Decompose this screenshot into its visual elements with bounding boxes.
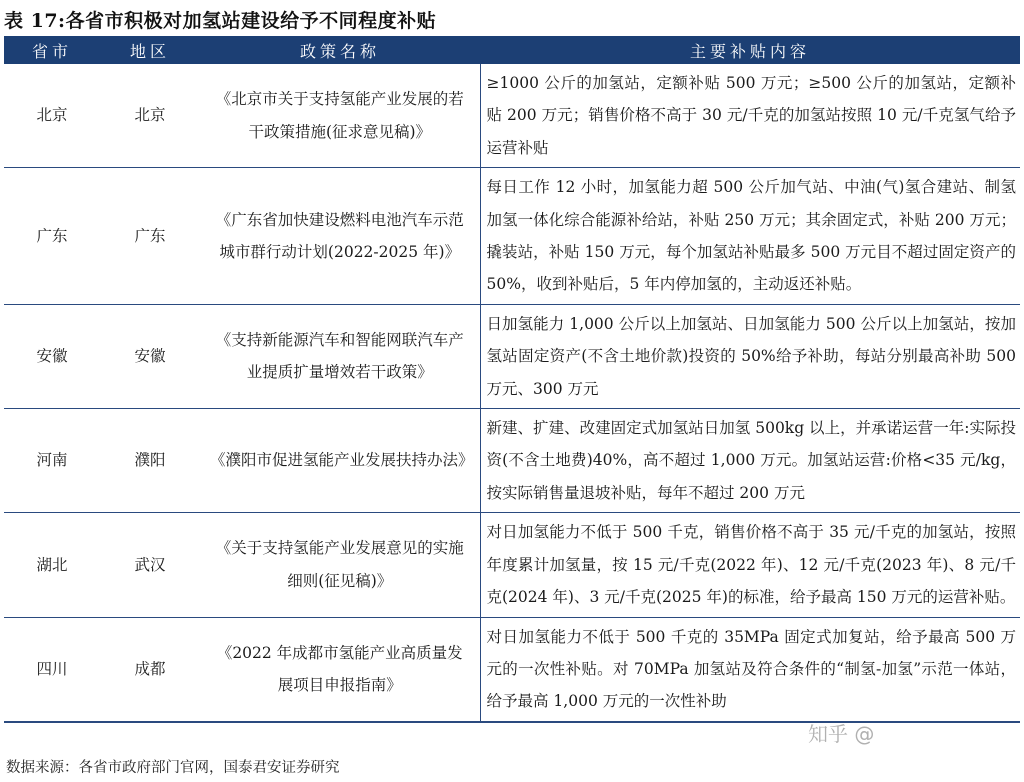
header-area: 地区 — [100, 36, 200, 64]
cell-detail: 对日加氢能力不低于 500 千克，销售价格不高于 35 元/千克的加氢站，按照年度累计加氢量，按 15 元/千克(2022 年)、12 元/千克(2023 年)、8 元/千克(2024 年)、3 元/千克(2025 年)的标准，给予最高 150 万元的运营补贴。 — [480, 513, 1020, 617]
cell-province: 湖北 — [4, 513, 100, 617]
cell-province: 广东 — [4, 168, 100, 305]
cell-area: 武汉 — [100, 513, 200, 617]
cell-area: 北京 — [100, 64, 200, 168]
table-row — [4, 617, 1020, 722]
cell-area: 广东 — [100, 168, 200, 305]
cell-area: 濮阳 — [100, 409, 200, 513]
subsidy-table — [4, 36, 1020, 723]
cell-detail: 每日工作 12 小时，加氢能力超 500 公斤加气站、中油(气)氢合建站、制氢加氢一体化综合能源补给站，补贴 250 万元；其余固定式，补贴 200 万元；撬装站，补贴 150 万元，每个加氢站补贴最多 500 万元目不超过固定资产的 50%，收到补贴后，5 年内停加氢的，主动返还补贴。 — [480, 168, 1020, 305]
cell-policy: 《北京市关于支持氢能产业发展的若干政策措施(征求意见稿)》 — [200, 64, 480, 168]
cell-policy: 《支持新能源汽车和智能网联汽车产业提质扩量增效若干政策》 — [200, 304, 480, 408]
cell-policy: 《2022 年成都市氢能产业高质量发展项目申报指南》 — [200, 617, 480, 722]
header-subsidy-content: 主要补贴内容 — [480, 36, 1020, 64]
table-row — [4, 513, 1020, 617]
cell-policy: 《濮阳市促进氢能产业发展扶持办法》 — [200, 409, 480, 513]
cell-detail: 新建、扩建、改建固定式加氢站日加氢 500kg 以上，并承诺运营一年:实际投资(不含土地费)40%，高不超过 1,000 万元。加氢站运营:价格<35 元/kg，按实际销售量退坡补贴，每年不超过 200 万元 — [480, 409, 1020, 513]
cell-area: 成都 — [100, 617, 200, 722]
header-policy-name: 政策名称 — [200, 36, 480, 64]
cell-province: 河南 — [4, 409, 100, 513]
cell-province: 安徽 — [4, 304, 100, 408]
table-header-row — [4, 36, 1020, 64]
table-row — [4, 168, 1020, 305]
cell-detail: 日加氢能力 1,000 公斤以上加氢站、日加氢能力 500 公斤以上加氢站，按加氢站固定资产(不含土地价款)投资的 50%给予补助，每站分别最高补助 500 万元、300 万元 — [480, 304, 1020, 408]
table-row — [4, 409, 1020, 513]
zhihu-watermark: 知乎 @ — [808, 722, 875, 746]
cell-detail: 对日加氢能力不低于 500 千克的 35MPa 固定式加复站，给予最高 500 万元的一次性补贴。对 70MPa 加氢站及符合条件的“制氢-加氢”示范一体站，给予最高 1,000 万元的一次性补助 — [480, 617, 1020, 722]
header-province: 省市 — [4, 36, 100, 64]
cell-area: 安徽 — [100, 304, 200, 408]
cell-province: 四川 — [4, 617, 100, 722]
cell-detail: ≥1000 公斤的加氢站，定额补贴 500 万元；≥500 公斤的加氢站，定额补贴 200 万元；销售价格不高于 30 元/千克的加氢站按照 10 元/千克氢气给予运营补贴 — [480, 64, 1020, 168]
table-title: 表 17:各省市积极对加氢站建设给予不同程度补贴 — [4, 10, 437, 32]
cell-province: 北京 — [4, 64, 100, 168]
data-source-note: 数据来源：各省市政府部门官网，国泰君安证券研究 — [6, 760, 340, 776]
cell-policy: 《关于支持氢能产业发展意见的实施细则(征见稿)》 — [200, 513, 480, 617]
table-row — [4, 304, 1020, 408]
cell-policy: 《广东省加快建设燃料电池汽车示范城市群行动计划(2022-2025 年)》 — [200, 168, 480, 305]
table-row — [4, 64, 1020, 168]
